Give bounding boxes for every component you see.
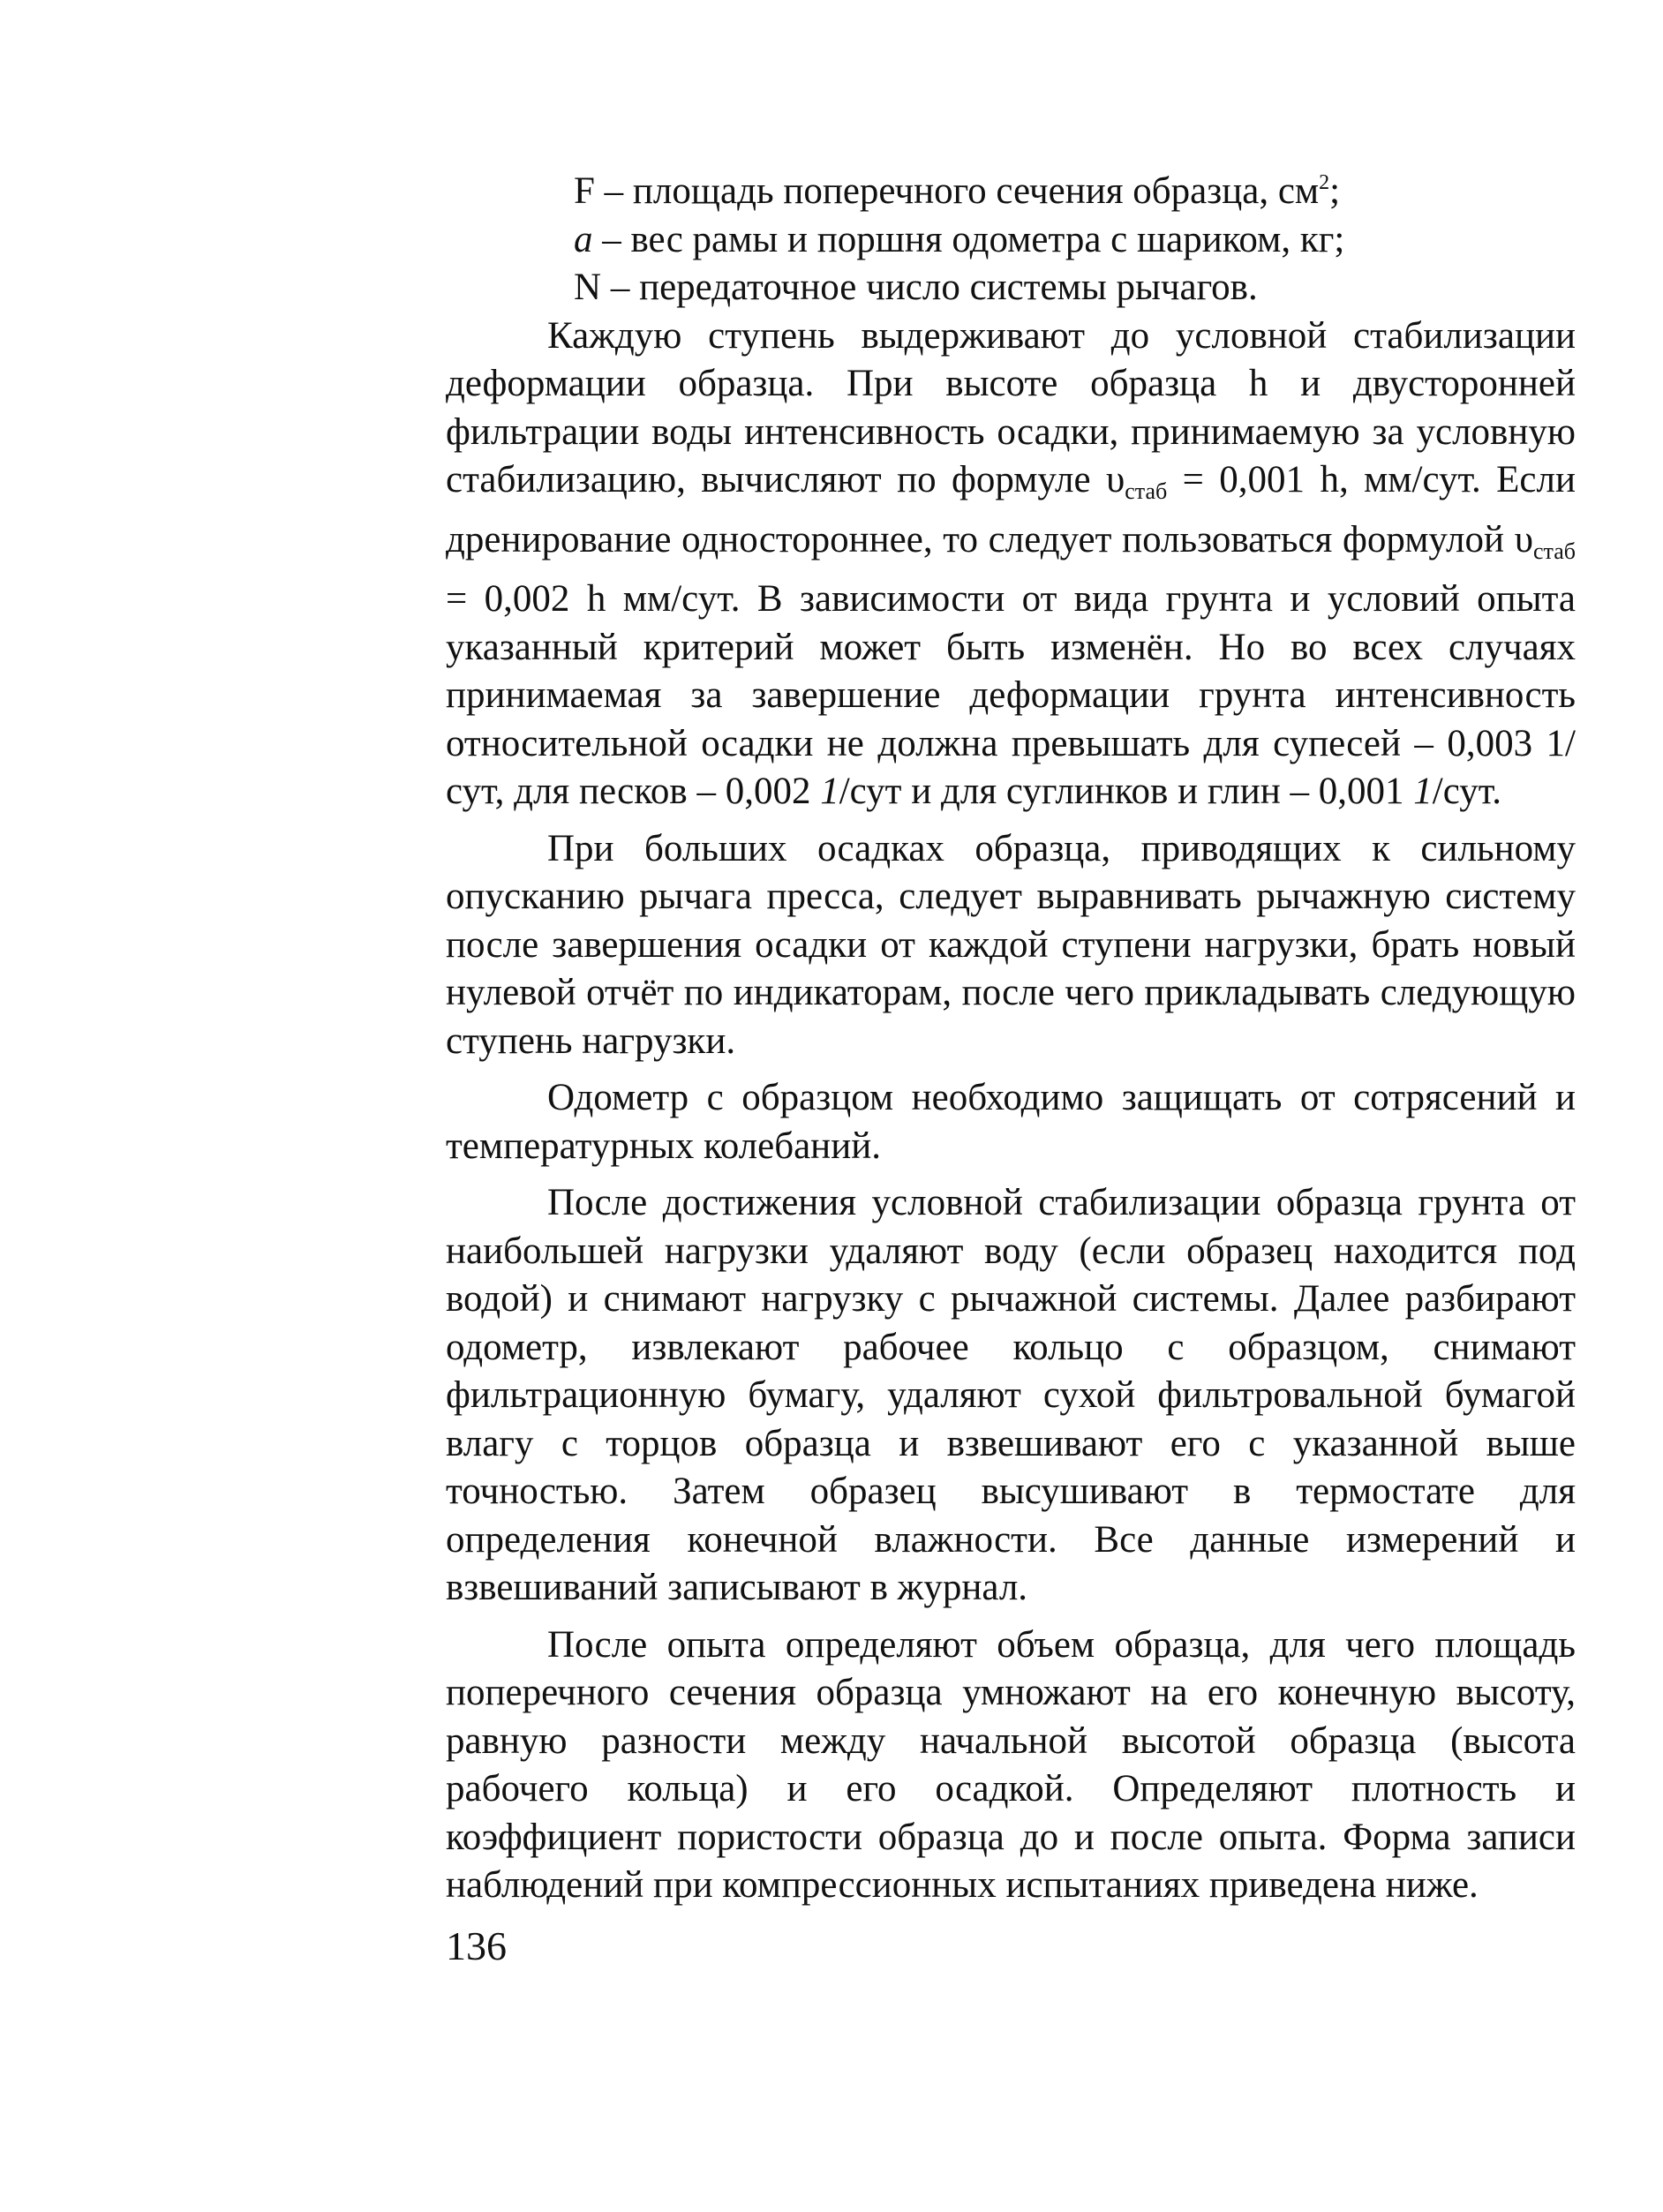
paragraph-unloading: После достижения условной стабилизации образца грунта от наибольшей нагрузки удаляют воду (если образец находится под водой) и снимают нагрузку с рычажной системы. Далее разбирают одометр, извлекают рабочее кольцо с образцом, снимают фильтрационную бумагу, удаляют сухой фильтровальной бумагой влагу с торцов образца и взвешивают его с указанной выше точностью. Затем образец высушивают в термостате для определения конечной влажности. Все данные измерений и взвешиваний записывают в журнал. — [446, 1182, 1576, 1608]
definition-f: F – площадь поперечного сечения образца, $см^2$; — [574, 170, 1341, 212]
definition-a: a – вес рамы и поршня одометра с шариком, кг; — [574, 218, 1345, 260]
paragraph-volume: После опыта определяют объем образца, для чего площадь поперечного сечения образца умножают на его конечную высоту, равную разности между начальной высотой образца (высота рабочего кольца) и его осадкой. Определяют плотность и коэффициент пористости образца до и после опыта. Форма записи наблюдений при компрессионных испытаниях приведена ниже. — [446, 1623, 1576, 1906]
paragraph-stabilization: Каждую ступень выдерживают до условной стабилизации деформации образца. При высоте образца h и двусторонней фильтрации воды интенсивность осадки, принимаемую за условную стабилизацию, вычисляют по формуле $\upsilon_{стаб} = 0,001$ h, мм/сут. Если дренирование одностороннее, то следует пользоваться формулой $\upsilon_{стаб} = 0,002$ h мм/сут. В зависимости от вида грунта и условий опыта указанный критерий может быть изменён. Но во всех случаях принимаемая за завершение деформации грунта интенсивность относительной осадки не должна превышать для супесей – 0,003 1/сут, для песков – 0,002 1/сут и для суглинков и глин – 0,001 1/сут. — [446, 314, 1576, 812]
definition-n: N – передаточное число системы рычагов. — [574, 267, 1258, 308]
paragraph-large-settlement: При больших осадках образца, приводящих к сильному опусканию рычага пресса, следует выравнивать рычажную систему после завершения осадки от каждой ступени нагрузки, брать новый нулевой отчёт по индикаторам, после чего прикладывать следующую ступень нагрузки. — [446, 827, 1576, 1062]
page-number: 136 — [446, 1923, 507, 1968]
page-body — [446, 168, 1576, 1910]
symbol-definitions — [446, 168, 1576, 312]
paragraph-protection: Одометр с образцом необходимо защищать от сотрясений и температурных колебаний. — [446, 1077, 1576, 1167]
